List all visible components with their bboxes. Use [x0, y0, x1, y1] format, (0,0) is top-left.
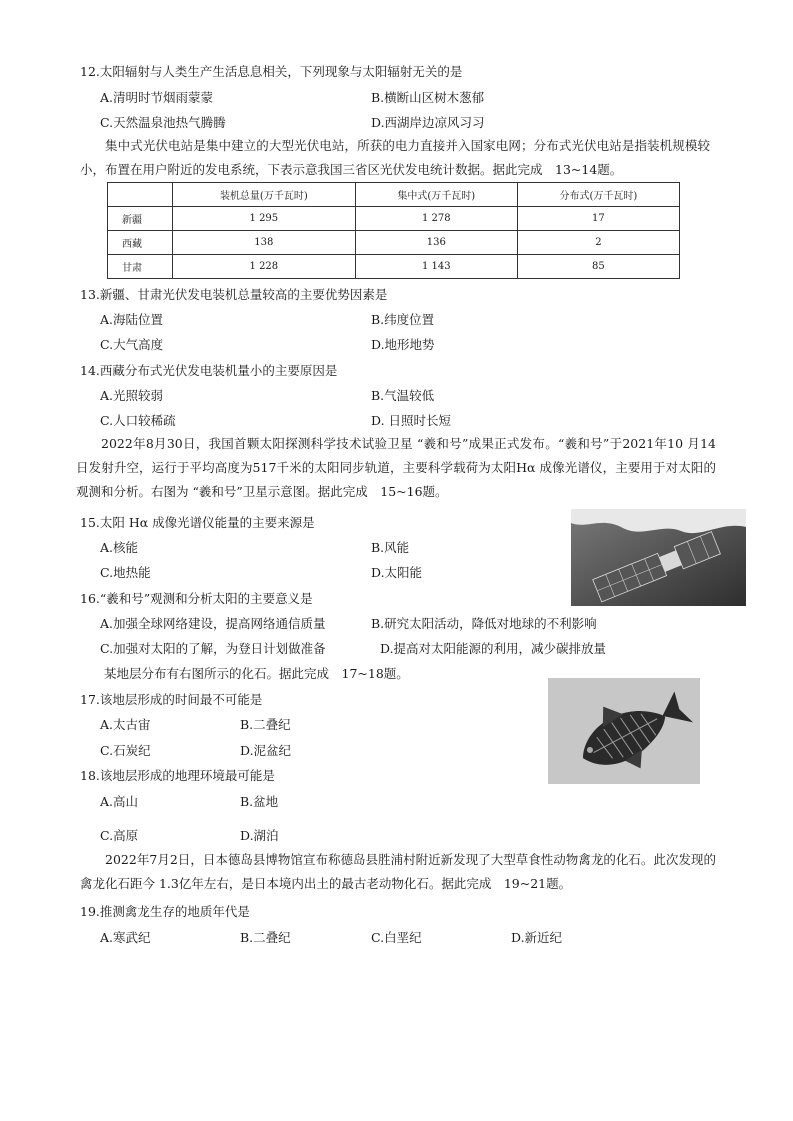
q15-option-c: C.地热能 [100, 565, 151, 580]
table-header-cell [108, 183, 173, 207]
q12-option-c: C.天然温泉池热气腾腾 [100, 115, 226, 130]
table-cell: 138 [173, 231, 356, 255]
q13-option-d: D.地形地势 [371, 337, 435, 352]
q14-option-b: B.气温较低 [371, 388, 435, 403]
q13-option-c: C.大气高度 [100, 337, 164, 352]
satellite-photo [571, 509, 746, 606]
q17-option-d: D.泥盆纪 [240, 743, 292, 758]
table-cell: 西藏 [108, 231, 173, 255]
q14-option-d: D. 日照时长短 [371, 413, 452, 428]
table-header-cell: 装机总量(万千瓦时) [173, 183, 356, 207]
q13-option-b: B.纬度位置 [371, 312, 435, 327]
table-cell: 1 143 [355, 255, 517, 279]
passage-15-16: 2022年8月30日，我国首颗太阳探测科学技术试验卫星 “羲和号”成果正式发布。“羲和号”于2021年10 月14日发射升空，运行于平均高度为517千米的太阳同步轨道，主要科学载荷为太阳Hα 成像光谱仪，主要用于对太阳的观测和分析。右图为 “羲和号”卫星示意图。据此完成 15~16题。 [76, 436, 716, 499]
question-19-stem: 19.推测禽龙生存的地质年代是 [80, 904, 250, 919]
table-cell: 1 278 [355, 207, 517, 231]
table-cell: 新疆 [108, 207, 173, 231]
table-row [108, 231, 680, 255]
question-18-stem: 18.该地层形成的地理环境最可能是 [80, 768, 275, 783]
q19-option-a: A.寒武纪 [100, 930, 151, 945]
q18-option-c: C.高原 [100, 828, 139, 843]
q17-option-c: C.石炭纪 [100, 743, 151, 758]
q17-option-b: B.二叠纪 [240, 717, 291, 732]
passage-17-18: 某地层分布有右图所示的化石。据此完成 17~18题。 [104, 666, 409, 681]
q16-option-c: C.加强对太阳的了解，为登日计划做准备 [100, 641, 326, 656]
q12-option-a: A.清明时节烟雨蒙蒙 [100, 90, 214, 105]
q16-option-d: D.提高对太阳能源的利用，减少碳排放量 [380, 641, 607, 656]
question-16-stem: 16.“羲和号”观测和分析太阳的主要意义是 [80, 591, 313, 606]
q16-option-b: B.研究太阳活动，降低对地球的不利影响 [371, 616, 597, 631]
table-cell: 85 [517, 255, 679, 279]
question-17-stem: 17.该地层形成的时间最不可能是 [80, 692, 263, 707]
table-cell: 2 [517, 231, 679, 255]
question-13-stem: 13.新疆、甘肃光伏发电装机总量较高的主要优势因素是 [80, 287, 388, 302]
table-header-row [108, 183, 680, 207]
table-cell: 甘肃 [108, 255, 173, 279]
q15-option-d: D.太阳能 [371, 565, 423, 580]
q16-option-a: A.加强全球网络建设，提高网络通信质量 [100, 616, 326, 631]
table-cell: 1 295 [173, 207, 356, 231]
q18-option-d: D.湖泊 [240, 828, 279, 843]
table-header-cell: 集中式(万千瓦时) [355, 183, 517, 207]
table-row [108, 255, 680, 279]
q18-option-b: B.盆地 [240, 794, 279, 809]
q19-option-d: D.新近纪 [511, 930, 563, 945]
q12-option-b: B.横断山区树木葱郁 [371, 90, 485, 105]
q15-option-a: A.核能 [100, 540, 139, 555]
table-cell: 1 228 [173, 255, 356, 279]
question-14-stem: 14.西藏分布式光伏发电装机量小的主要原因是 [80, 363, 338, 378]
q18-option-a: A.高山 [100, 794, 139, 809]
q12-option-d: D.西湖岸边凉风习习 [371, 115, 485, 130]
table-cell: 17 [517, 207, 679, 231]
passage-13-14: 集中式光伏电站是集中建立的大型光伏电站，所获的电力直接并入国家电网；分布式光伏电站是指装机规模较小，布置在用户附近的发电系统，下表示意我国三省区光伏发电统计数据。据此完成 13~14题。 [80, 138, 710, 177]
fish-fossil-icon [548, 678, 700, 784]
q19-option-c: C.白垩纪 [371, 930, 422, 945]
q14-option-a: A.光照较弱 [100, 388, 164, 403]
table-row [108, 207, 680, 231]
satellite-icon [571, 509, 746, 606]
q15-option-b: B.风能 [371, 540, 410, 555]
q14-option-c: C.人口较稀疏 [100, 413, 176, 428]
fish-fossil-photo [548, 678, 700, 784]
table-cell: 136 [355, 231, 517, 255]
question-15-stem: 15.太阳 Hα 成像光谱仪能量的主要来源是 [80, 515, 315, 530]
q17-option-a: A.太古宙 [100, 717, 151, 732]
passage-19-21: 2022年7月2日，日本德岛县博物馆宣布称德岛县胜浦村附近新发现了大型草食性动物禽龙的化石。此次发现的禽龙化石距今 1.3亿年左右，是日本境内出土的最古老动物化石。据此完成 19~21题。 [80, 852, 716, 891]
table-header-cell: 分布式(万千瓦时) [517, 183, 679, 207]
photovoltaic-stats-table [107, 182, 680, 279]
q13-option-a: A.海陆位置 [100, 312, 164, 327]
question-12-stem: 12.太阳辐射与人类生产生活息息相关，下列现象与太阳辐射无关的是 [80, 64, 463, 79]
q19-option-b: B.二叠纪 [240, 930, 291, 945]
